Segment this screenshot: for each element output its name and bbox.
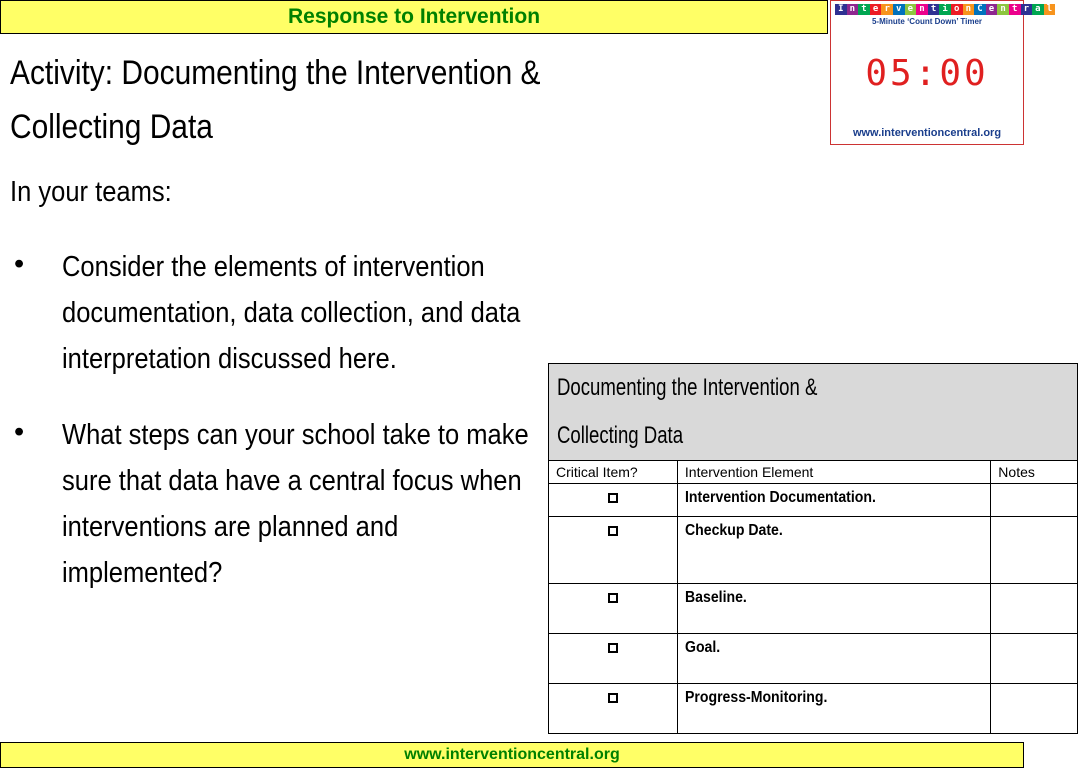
table-title-line2: Collecting Data	[557, 422, 684, 449]
timer-url-link[interactable]: www.interventioncentral.org	[852, 127, 1002, 139]
notes-cell[interactable]	[991, 634, 1078, 684]
table-title	[549, 364, 1078, 461]
logo-letter: n	[916, 4, 928, 15]
logo-letter: I	[835, 4, 847, 15]
logo-letter: t	[928, 4, 940, 15]
critical-item-checkbox[interactable]	[549, 484, 678, 517]
logo-letter: e	[986, 4, 998, 15]
footer-bar	[0, 742, 1024, 768]
intervention-central-logo	[835, 4, 1055, 15]
table-row	[549, 517, 1078, 584]
teams-label: In your teams:	[10, 176, 172, 208]
logo-letter: n	[997, 4, 1009, 15]
footer-url-link[interactable]: www.interventioncentral.org	[404, 746, 620, 763]
slide-title-line1: Activity: Documenting the Intervention &	[10, 54, 541, 92]
countdown-timer-widget[interactable]	[830, 0, 1053, 145]
logo-letter: a	[1032, 4, 1044, 15]
table-row	[549, 634, 1078, 684]
checkbox-icon[interactable]	[608, 693, 618, 703]
notes-cell[interactable]	[991, 484, 1078, 517]
logo-letter: e	[870, 4, 882, 15]
bullet-marker: •	[14, 248, 25, 280]
notes-cell[interactable]	[991, 517, 1078, 584]
column-header-intervention-element: Intervention Element	[677, 461, 990, 484]
element-label: Baseline.	[684, 589, 747, 606]
header-title: Response to Intervention	[287, 5, 541, 28]
notes-cell[interactable]	[991, 684, 1078, 734]
critical-item-checkbox[interactable]	[549, 634, 678, 684]
logo-letter: t	[1009, 4, 1021, 15]
critical-item-checkbox[interactable]	[549, 584, 678, 634]
logo-letter: o	[951, 4, 963, 15]
logo-letter: n	[847, 4, 859, 15]
logo-letter: i	[939, 4, 951, 15]
column-header-notes: Notes	[991, 461, 1078, 484]
table-title-line1: Documenting the Intervention &	[557, 374, 818, 401]
column-header-critical-item: Critical Item?	[549, 461, 678, 484]
timer-display: 05:00	[865, 53, 989, 94]
element-label: Checkup Date.	[684, 522, 783, 539]
table-row	[549, 484, 1078, 517]
checkbox-icon[interactable]	[608, 526, 618, 536]
element-label: Progress-Monitoring.	[684, 689, 828, 706]
header-bar	[0, 0, 828, 34]
logo-letter: e	[905, 4, 917, 15]
critical-item-checkbox[interactable]	[549, 684, 678, 734]
logo-letter: v	[893, 4, 905, 15]
documentation-checklist-table	[548, 363, 1078, 734]
bullet-text-1: Consider the elements of intervention documentation, data collection, and data interpretation discussed here.	[62, 251, 521, 375]
logo-letter: t	[858, 4, 870, 15]
slide-title-line2: Collecting Data	[10, 108, 213, 146]
checkbox-icon[interactable]	[608, 593, 618, 603]
element-label: Goal.	[684, 639, 721, 656]
timer-subtitle: 5-Minute ‘Count Down’ Timer	[871, 17, 983, 26]
critical-item-checkbox[interactable]	[549, 517, 678, 584]
slide-title	[10, 46, 644, 154]
logo-letter: r	[881, 4, 893, 15]
checkbox-icon[interactable]	[608, 643, 618, 653]
bullet-marker: •	[14, 416, 25, 448]
logo-letter: r	[1021, 4, 1033, 15]
logo-letter: n	[963, 4, 975, 15]
notes-cell[interactable]	[991, 584, 1078, 634]
table-row	[549, 584, 1078, 634]
logo-letter: l	[1044, 4, 1056, 15]
table-row	[549, 684, 1078, 734]
element-label: Intervention Documentation.	[684, 489, 876, 506]
bullet-text-2: What steps can your school take to make sure that data have a central focus when interventions are planned and implemented?	[62, 419, 529, 589]
logo-letter: C	[974, 4, 986, 15]
checkbox-icon[interactable]	[608, 493, 618, 503]
